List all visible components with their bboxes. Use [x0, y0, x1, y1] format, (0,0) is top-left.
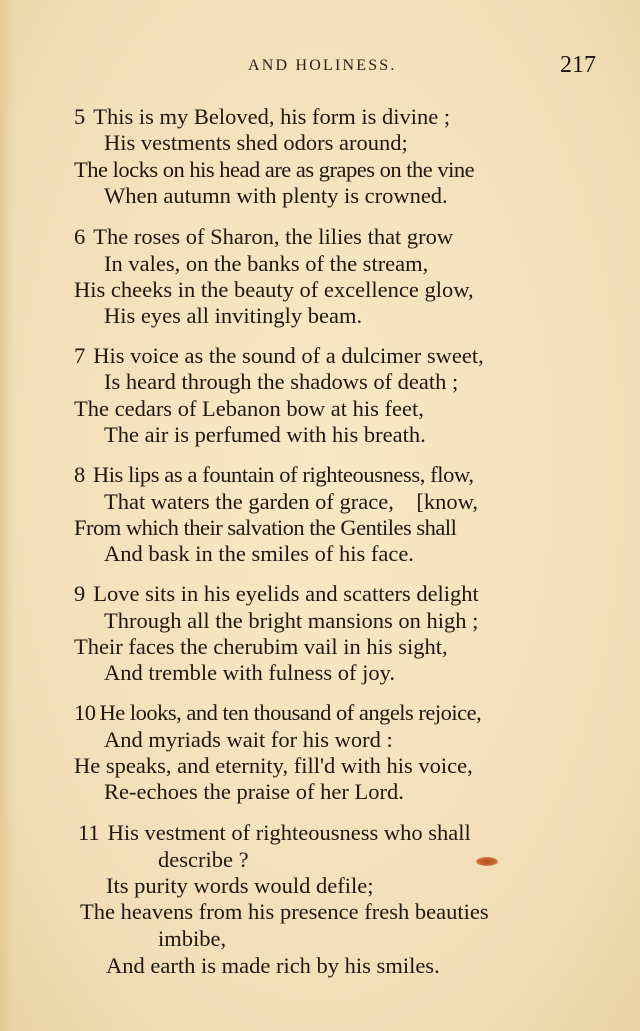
- page-edge-shadow: [0, 0, 14, 1031]
- stanza-line: 9 Love sits in his eyelids and scatters delight: [74, 581, 479, 606]
- stanza-line: His cheeks in the beauty of excellence glow,: [74, 277, 474, 302]
- stanza-line: His vestments shed odors around;: [104, 130, 408, 155]
- stanza-line: The heavens from his presence fresh beauties: [80, 899, 489, 924]
- stanza-number: 5: [74, 104, 86, 129]
- stanza-line: 5 This is my Beloved, his form is divine ;: [74, 104, 451, 129]
- stanza-number: 10: [74, 700, 96, 725]
- page-header: [0, 52, 640, 82]
- stanza-line: 6 The roses of Sharon, the lilies that grow: [74, 224, 454, 249]
- stanza-line: 10 He looks, and ten thousand of angels rejoice,: [74, 700, 482, 725]
- stanza-line: He speaks, and eternity, fill'd with his voice,: [74, 753, 473, 778]
- stanza-line: And myriads wait for his word :: [104, 727, 393, 752]
- stanza-line: 8 His lips as a fountain of righteousness, flow,: [74, 462, 474, 487]
- stanza-line: Through all the bright mansions on high ;: [104, 608, 479, 633]
- stanza-line: And bask in the smiles of his face.: [104, 541, 414, 566]
- stanza-line: From which their salvation the Gentiles shall: [74, 515, 457, 540]
- stanza-line: The air is perfumed with his breath.: [104, 422, 426, 447]
- stanza-line: And tremble with fulness of joy.: [104, 660, 395, 685]
- stanza-line: The cedars of Lebanon bow at his feet,: [74, 396, 424, 421]
- stanza-line: And earth is made rich by his smiles.: [106, 953, 440, 978]
- running-head: AND HOLINESS.: [248, 57, 397, 74]
- stanza-number: 8: [74, 462, 85, 487]
- stanza-line: 7 His voice as the sound of a dulcimer sweet,: [74, 343, 484, 368]
- stanza-line: When autumn with plenty is crowned.: [104, 183, 448, 208]
- stanza-line: Is heard through the shadows of death ;: [104, 369, 459, 394]
- stanza-line: His eyes all invitingly beam.: [104, 303, 363, 328]
- stanza-number: 6: [74, 224, 86, 249]
- stanza-number: 11: [78, 820, 100, 845]
- stanza-line: 11 His vestment of righteousness who shall: [78, 820, 471, 845]
- stanza-line: imbibe,: [158, 926, 227, 951]
- stanza-line: Their faces the cherubim vail in his sight,: [74, 634, 448, 659]
- stanza-line: The locks on his head are as grapes on the vine: [74, 157, 475, 182]
- stanza-line: Re-echoes the praise of her Lord.: [104, 779, 404, 804]
- stanza-number: 7: [74, 343, 86, 368]
- stanza-number: 9: [74, 581, 86, 606]
- stanza-line: That waters the garden of grace, [know,: [104, 489, 479, 514]
- ink-stain: [476, 857, 498, 866]
- stanza-line: Its purity words would defile;: [106, 873, 374, 898]
- page-number: 217: [560, 52, 596, 78]
- stanza-line: In vales, on the banks of the stream,: [104, 251, 429, 276]
- stanza-line: describe ?: [158, 847, 249, 872]
